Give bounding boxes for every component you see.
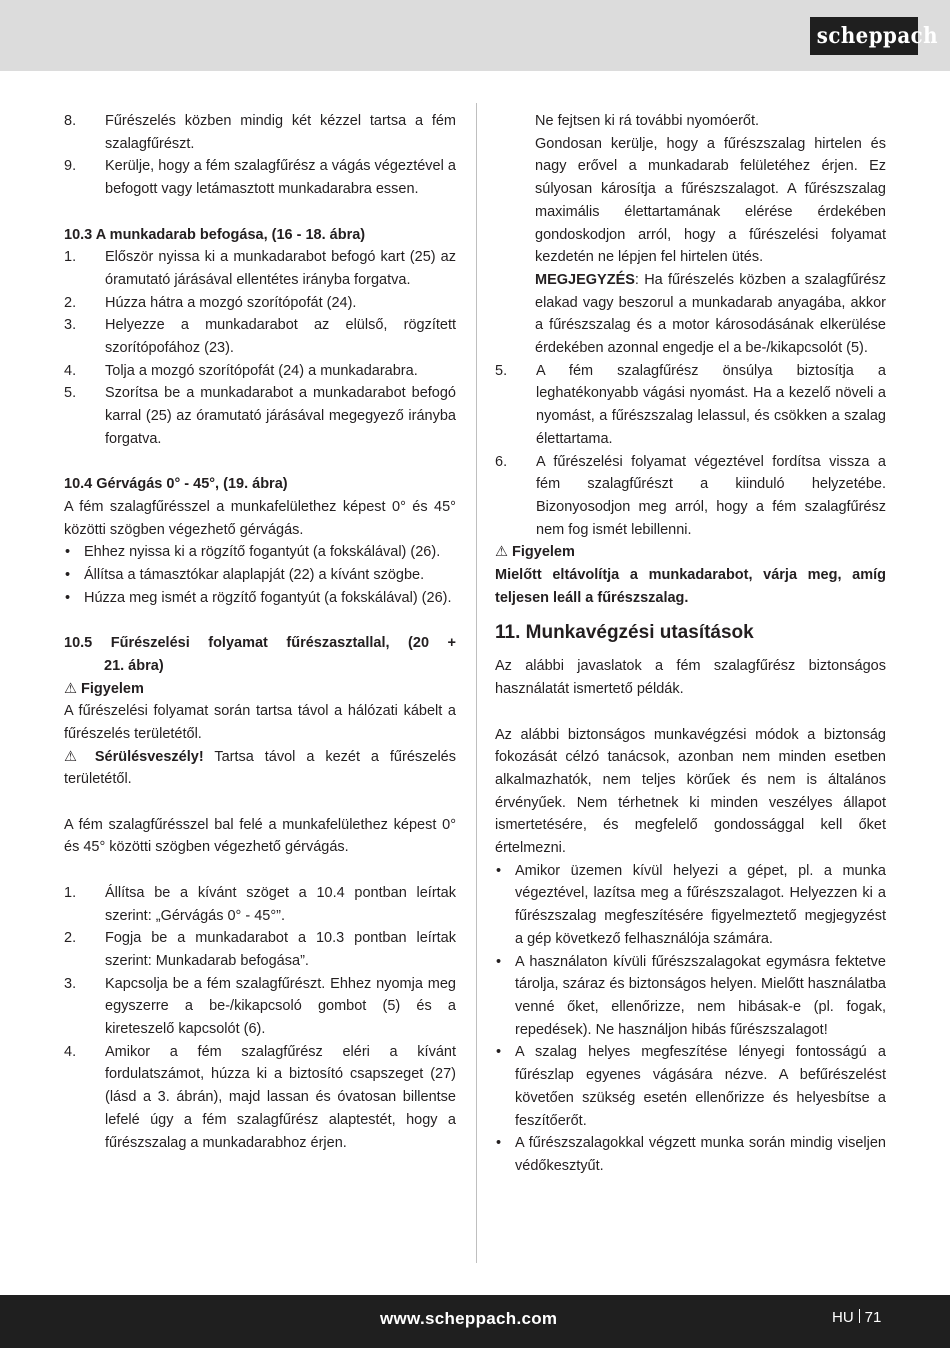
bullet-item: • A fűrészszalagokkal végzett munka során mindig viseljen védőkesztyűt. bbox=[495, 1132, 886, 1177]
item-number: 8. bbox=[64, 113, 77, 129]
bullet-text: Húzza meg ismét a rögzítő fogantyút (a fokskálával) (26). bbox=[84, 589, 452, 606]
bullet-item: • Ehhez nyissa ki a rögzítő fogantyút (a fokskálával) (26). bbox=[64, 541, 456, 564]
item-text: Szorítsa be a munkadarabot a munkadarabot befogó karral (25) az óramutató járásával megegyező irányba forgatva. bbox=[105, 385, 456, 447]
warning-text: A fűrészelési folyamat során tartsa távol a hálózati kábelt a fűrészelés területétől. bbox=[64, 703, 456, 742]
note-text: : Ha fűrészelés közben a szalagfűrész elakad vagy beszorul a munkadarab anyagába, akkor a fűrészszalag és a motor károsodásának elkerülése érdekében azonnal engedje el a be-/kikapcsolót (5). bbox=[535, 271, 886, 357]
item-text: A fém szalagfűrész önsúlya biztosítja a leghatékonyabb vágási nyomást. Ha a kezelő növeli a nyomást, a fűrészszalag lelassul, és csökken a szalag élettartama. bbox=[536, 362, 886, 447]
item-number: 4. bbox=[64, 362, 77, 379]
list-item bbox=[495, 451, 886, 542]
bullet-text: Állítsa a támasztókar alaplapját (22) a kívánt szögbe. bbox=[84, 567, 425, 584]
item-number: 5. bbox=[64, 385, 77, 402]
left-column bbox=[64, 110, 456, 1154]
item-number: 4. bbox=[64, 1043, 77, 1060]
footer-url: www.scheppach.com bbox=[380, 1309, 558, 1328]
section-10-5-paragraph: A fém szalagfűrésszel bal felé a munkafelülethez képest 0° és 45° közötti szögben végezhető gérvágás. bbox=[64, 816, 456, 856]
list-item bbox=[64, 382, 456, 450]
page-number-value: 71 bbox=[864, 1309, 882, 1326]
list-item bbox=[64, 246, 456, 291]
danger-text: Tartsa távol a kezét a fűrészelés területétől. bbox=[64, 748, 456, 788]
continued-paragraph: Gondosan kerülje, hogy a fűrészszalag hirtelen és nagy erővel a munkadarab felületéhez érjen. Ez súlyosan károsítja a fűrészszalagot. A fűrészszalag maximális élettartamának elérése érdekében gondoskodjon arról, hogy a fűrészelési folyamat kezdetén ne lépjen fel hirtelen ütés. bbox=[535, 135, 886, 266]
section-10-4-intro: A fém szalagfűrésszel a munkafelülethez képest 0° és 45° közötti szögben végezhető gérvágás. bbox=[64, 498, 456, 538]
warning-label: Figyelem bbox=[81, 680, 144, 697]
bullet-item: • Állítsa a támasztókar alaplapját (22) a kívánt szögbe. bbox=[64, 564, 456, 587]
continued-text: Ne fejtsen ki rá további nyomóerőt. bbox=[535, 113, 760, 129]
bullet-text: A használaton kívüli fűrészszalagokat egymásra fektetve tárolja, száraz és biztonságos helyen. Mielőtt használatba venné őket, ellenőrizze, nem hibásak-e (pl. fogak, repedések). Ne használjon hibás fűrészszalagot! bbox=[515, 953, 886, 1038]
section-10-5-heading: 10.5 Fűrészelési folyamat fűrészasztallal, (20 + bbox=[64, 635, 456, 652]
list-item bbox=[64, 882, 456, 927]
item-text: A fűrészelési folyamat végeztével fordítsa vissza a fém szalagfűrészt a kiinduló helyzetébe. Bizonyosodjon meg arról, hogy a fém szalagfűrész nem fog ismét lebillenni. bbox=[536, 453, 886, 538]
warning-title bbox=[64, 678, 456, 701]
list-item bbox=[64, 927, 456, 972]
list-item bbox=[64, 292, 456, 315]
bullet-text: A fűrészszalagokkal végzett munka során mindig viseljen védőkesztyűt. bbox=[515, 1135, 886, 1174]
note-label: MEGJEGYZÉS bbox=[535, 271, 635, 288]
item-number: 2. bbox=[64, 930, 77, 947]
bullet-item: • A szalag helyes megfeszítése lényegi fontosságú a fűrészlap egyenes vágására nézve. A befűrészelést követően szükség esetén ellenőrizze és helyesbítse a feszítőerőt. bbox=[495, 1041, 886, 1132]
section-10-4-heading: 10.4 Gérvágás 0° - 45°, (19. ábra) bbox=[64, 476, 288, 493]
scheppach-logo bbox=[810, 17, 938, 55]
item-text: Fűrészelés közben mindig két kézzel tartsa a fém szalagfűrészt. bbox=[105, 113, 456, 152]
danger-note bbox=[64, 746, 456, 791]
list-item bbox=[64, 155, 456, 200]
section-11-heading: 11. Munkavégzési utasítások bbox=[495, 622, 754, 644]
warning-title bbox=[495, 541, 886, 564]
page-number bbox=[832, 1309, 881, 1326]
warning-icon: ⚠ bbox=[64, 680, 77, 697]
list-item bbox=[64, 973, 456, 1041]
item-number: 1. bbox=[64, 884, 77, 901]
item-number: 1. bbox=[64, 249, 77, 266]
bullet-text: A szalag helyes megfeszítése lényegi fontosságú a fűrészlap egyenes vágására nézve. A befűrészelést követően szükség esetén ellenőrizze és helyesbítse a feszítőerőt. bbox=[515, 1044, 886, 1129]
language-code: HU bbox=[832, 1309, 854, 1326]
list-item bbox=[64, 110, 456, 155]
bullet-item: • Húzza meg ismét a rögzítő fogantyút (a fokskálával) (26). bbox=[64, 587, 456, 610]
warning-icon: ⚠ bbox=[495, 544, 508, 561]
note-paragraph bbox=[495, 269, 886, 360]
bullet-text: Ehhez nyissa ki a rögzítő fogantyút (a fokskálával) (26). bbox=[84, 544, 441, 561]
item-text: Állítsa be a kívánt szöget a 10.4 pontban leírtak szerint: „Gérvágás 0° - 45°”. bbox=[105, 884, 456, 924]
item-text: Fogja be a munkadarabot a 10.3 pontban leírtak szerint: Munkadarab befogása”. bbox=[105, 930, 456, 969]
item-text: Amikor a fém szalagfűrész eléri a kívánt fordulatszámot, húzza ki a biztosító csapszeget (27) (lásd a 3. ábrán), majd lassan és óvatosan billentse lefelé úgy a fém szalagfűrész alaptestét, hogy a fűrészszalag a munkadarabhoz érjen. bbox=[105, 1043, 456, 1151]
bullet-text: Amikor üzemen kívül helyezi a gépet, pl. a munka végeztével, lazítsa meg a fűrészszalagot. Helyezzen ki a fűrészszalag megfeszítésére figyelmeztető megjegyzést a gép következő felhasználója számára. bbox=[515, 862, 886, 947]
section-10-3-heading: 10.3 A munkadarab befogása, (16 - 18. ábra) bbox=[64, 226, 366, 243]
item-number: 3. bbox=[64, 975, 77, 992]
item-number: 6. bbox=[495, 453, 508, 470]
section-11-paragraph-2: Az alábbi biztonságos munkavégzési módok a biztonság fokozását célzó tanácsok, azonban nem minden esetben alkalmazhatók, nem teljes körűek és nem is általános érvényűek. Nem térhetnek ki minden veszélyes állapot ismertetésére, és megfelelő gondossággal kell őket értelmezni. bbox=[495, 726, 886, 857]
item-text: Először nyissa ki a munkadarabot befogó kart (25) az óramutató járásával ellentétes irányba forgatva. bbox=[105, 249, 456, 288]
list-item bbox=[495, 360, 886, 451]
header-band bbox=[0, 0, 950, 71]
list-item bbox=[64, 360, 456, 383]
item-number: 5. bbox=[495, 362, 508, 379]
list-item bbox=[64, 314, 456, 359]
section-10-5-heading-cont: 21. ábra) bbox=[104, 657, 164, 674]
footer-separator bbox=[859, 1309, 860, 1323]
right-column bbox=[495, 110, 886, 1178]
list-item bbox=[64, 1041, 456, 1155]
warning-text: Mielőtt eltávolítja a munkadarabot, várja meg, amíg teljesen leáll a fűrészszalag. bbox=[495, 567, 886, 606]
logo-text: scheppach bbox=[816, 23, 938, 49]
column-divider bbox=[476, 103, 477, 1263]
item-text: Helyezze a munkadarabot az elülső, rögzített szorítópofához (23). bbox=[105, 317, 456, 357]
item-text: Kapcsolja be a fém szalagfűrészt. Ehhez nyomja meg egyszerre a be-/kikapcsoló gombot (5) és a kireteszelő kapcsolót (6). bbox=[105, 975, 456, 1038]
bullet-item: • A használaton kívüli fűrészszalagokat egymásra fektetve tárolja, száraz és biztonságos helyen. Mielőtt használatba venné őket, ellenőrizze, nem hibásak-e (pl. fogak, repedések). Ne használjon hibás fűrészszalagot! bbox=[495, 951, 886, 1042]
item-text: Húzza hátra a mozgó szorítópofát (24). bbox=[105, 294, 357, 311]
item-number: 9. bbox=[64, 158, 77, 175]
bullet-item: • Amikor üzemen kívül helyezi a gépet, pl. a munka végeztével, lazítsa meg a fűrészszalagot. Helyezzen ki a fűrészszalag megfeszítésére figyelmeztető megjegyzést a gép következő felhasználója számára. bbox=[495, 860, 886, 951]
item-number: 2. bbox=[64, 294, 77, 311]
item-text: Tolja a mozgó szorítópofát (24) a munkadarabra. bbox=[105, 362, 418, 379]
warning-icon: ⚠ bbox=[64, 748, 84, 765]
section-11-paragraph-1: Az alábbi javaslatok a fém szalagfűrész biztonságos használatát ismertető példák. bbox=[495, 658, 886, 698]
item-number: 3. bbox=[64, 317, 77, 334]
warning-label: Figyelem bbox=[512, 544, 575, 561]
danger-label: Sérülésveszély! bbox=[94, 748, 204, 765]
item-text: Kerülje, hogy a fém szalagfűrész a vágás végeztével a befogott vagy letámasztott munkadarabra essen. bbox=[105, 158, 456, 198]
